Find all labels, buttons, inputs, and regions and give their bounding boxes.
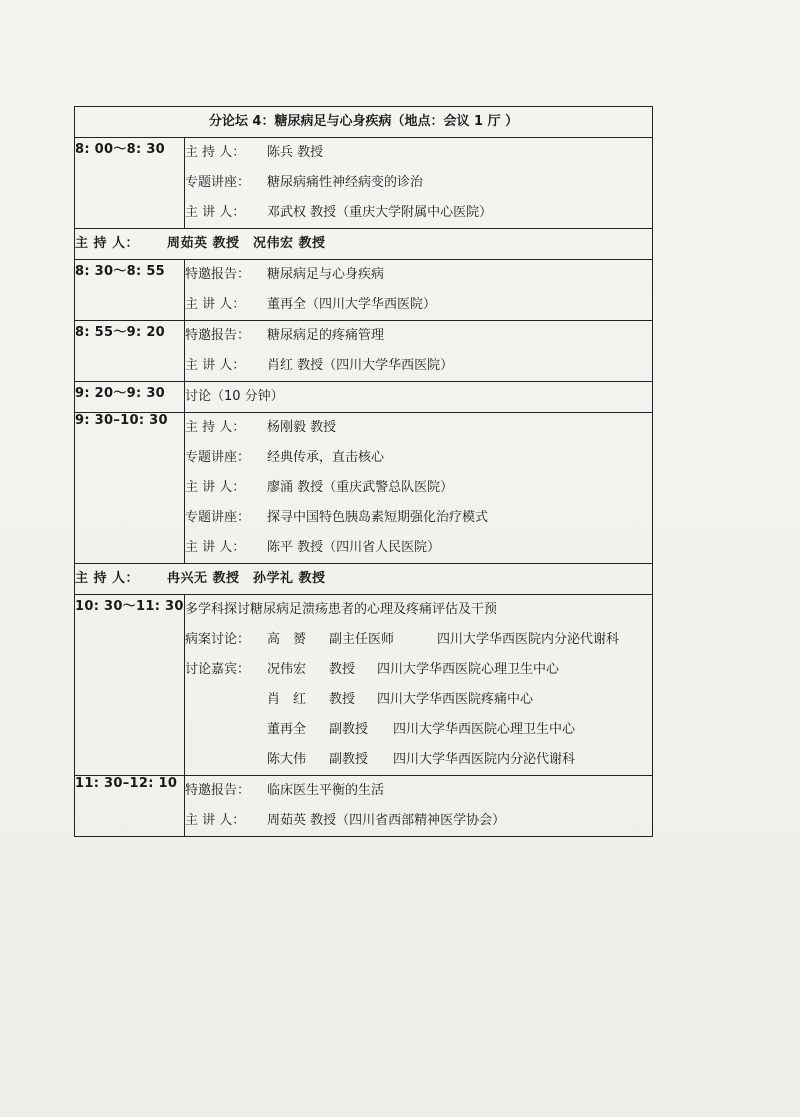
detail-line (185, 533, 652, 563)
detail-line (185, 138, 652, 168)
host-names: 周茹英 教授 况伟宏 教授 (167, 236, 326, 251)
person-org: 四川大学华西医院心理卫生中心 (393, 722, 576, 737)
session-time: 11: 30–12: 10 (75, 776, 185, 837)
line-label: 专题讲座： (185, 175, 251, 190)
detail-line (185, 321, 652, 351)
line-text: 董再全（四川大学华西医院） (267, 297, 437, 312)
line-text: 肖红 教授（四川大学华西医院） (267, 358, 454, 373)
session-topic: 多学科探讨糖尿病足溃疡患者的心理及疼痛评估及干预 (185, 602, 498, 617)
session-row (75, 260, 653, 321)
line-label: 主 讲 人： (185, 480, 246, 495)
detail-line (185, 198, 652, 228)
detail-line (185, 260, 652, 290)
session-time: 8: 55～9: 20 (75, 321, 185, 382)
schedule-table (74, 106, 653, 837)
forum-title: 分论坛 4：糖尿病足与心身疾病（地点：会议 1 厅 ） (75, 107, 653, 138)
session-details (185, 138, 653, 229)
session-details (185, 321, 653, 382)
line-text: 临床医生平衡的生活 (267, 783, 385, 798)
session-row (75, 595, 653, 776)
line-text: 杨刚毅 教授 (267, 420, 337, 435)
session-details (185, 382, 653, 413)
person-name: 高 赟 (267, 632, 307, 647)
detail-line (185, 776, 652, 806)
line-label: 主 讲 人： (185, 205, 246, 220)
person-name: 董再全 (267, 722, 307, 737)
guest-line (185, 655, 652, 685)
session-time: 10: 30～11: 30 (75, 595, 185, 776)
person-title: 副主任医师 (329, 632, 395, 647)
line-text: 廖涌 教授（重庆武警总队医院） (267, 480, 454, 495)
case-discussion-line (185, 625, 652, 655)
line-text: 陈兵 教授 (267, 145, 324, 160)
detail-line (185, 806, 652, 836)
line-label: 主 持 人： (185, 145, 246, 160)
person-title: 教授 (329, 662, 356, 677)
session-details (185, 595, 653, 776)
detail-line (185, 290, 652, 320)
detail-line (185, 503, 652, 533)
forum-title-row (75, 107, 653, 138)
session-details (185, 413, 653, 564)
person-org: 四川大学华西医院内分泌代谢科 (437, 632, 620, 647)
line-text: 经典传承，直击核心 (267, 450, 385, 465)
detail-line (185, 443, 652, 473)
person-title: 教授 (329, 692, 356, 707)
person-title: 副教授 (329, 722, 369, 737)
detail-line (185, 413, 652, 443)
line-label: 特邀报告： (185, 783, 251, 798)
line-label: 特邀报告： (185, 267, 251, 282)
guest-line (185, 715, 652, 745)
line-text: 糖尿病足与心身疾病 (267, 267, 385, 282)
session-row (75, 413, 653, 564)
detail-line (185, 473, 652, 503)
person-org: 四川大学华西医院心理卫生中心 (377, 662, 560, 677)
guest-line (185, 685, 652, 715)
person-title: 副教授 (329, 752, 369, 767)
line-label: 特邀报告： (185, 328, 251, 343)
person-name: 况伟宏 (267, 662, 307, 677)
line-text: 探寻中国特色胰岛素短期强化治疗模式 (267, 510, 489, 525)
person-org: 四川大学华西医院疼痛中心 (377, 692, 534, 707)
detail-line (185, 351, 652, 381)
line-label: 病案讨论： (185, 632, 251, 647)
person-name: 陈大伟 (267, 752, 307, 767)
session-details (185, 776, 653, 837)
session-time: 8: 30～8: 55 (75, 260, 185, 321)
line-text: 讨论（10 分钟） (185, 389, 284, 404)
host-row (75, 564, 653, 595)
session-row (75, 138, 653, 229)
line-label: 讨论嘉宾： (185, 662, 251, 677)
host-names: 冉兴无 教授 孙学礼 教授 (167, 571, 326, 586)
line-text: 糖尿病痛性神经病变的诊治 (267, 175, 424, 190)
session-row (75, 382, 653, 413)
line-label: 主 讲 人： (185, 358, 246, 373)
line-text: 周茹英 教授（四川省西部精神医学协会） (267, 813, 506, 828)
session-row (75, 321, 653, 382)
person-org: 四川大学华西医院内分泌代谢科 (393, 752, 576, 767)
line-label: 主 讲 人： (185, 813, 246, 828)
host-row (75, 229, 653, 260)
line-text: 陈平 教授（四川省人民医院） (267, 540, 441, 555)
line-label: 主 讲 人： (185, 540, 246, 555)
line-label: 专题讲座： (185, 510, 251, 525)
line-label: 专题讲座： (185, 450, 251, 465)
detail-line (185, 168, 652, 198)
session-time: 9: 30–10: 30 (75, 413, 185, 564)
guest-line (185, 745, 652, 775)
host-label: 主 持 人： (75, 236, 140, 251)
line-text: 邓武权 教授（重庆大学附属中心医院） (267, 205, 493, 220)
line-label: 主 讲 人： (185, 297, 246, 312)
line-text: 糖尿病足的疼痛管理 (267, 328, 385, 343)
person-name: 肖 红 (267, 692, 307, 707)
line-label: 主 持 人： (185, 420, 246, 435)
detail-line (185, 382, 652, 412)
host-label: 主 持 人： (75, 571, 140, 586)
session-time: 9: 20～9: 30 (75, 382, 185, 413)
session-time: 8: 00～8: 30 (75, 138, 185, 229)
session-row (75, 776, 653, 837)
session-details (185, 260, 653, 321)
